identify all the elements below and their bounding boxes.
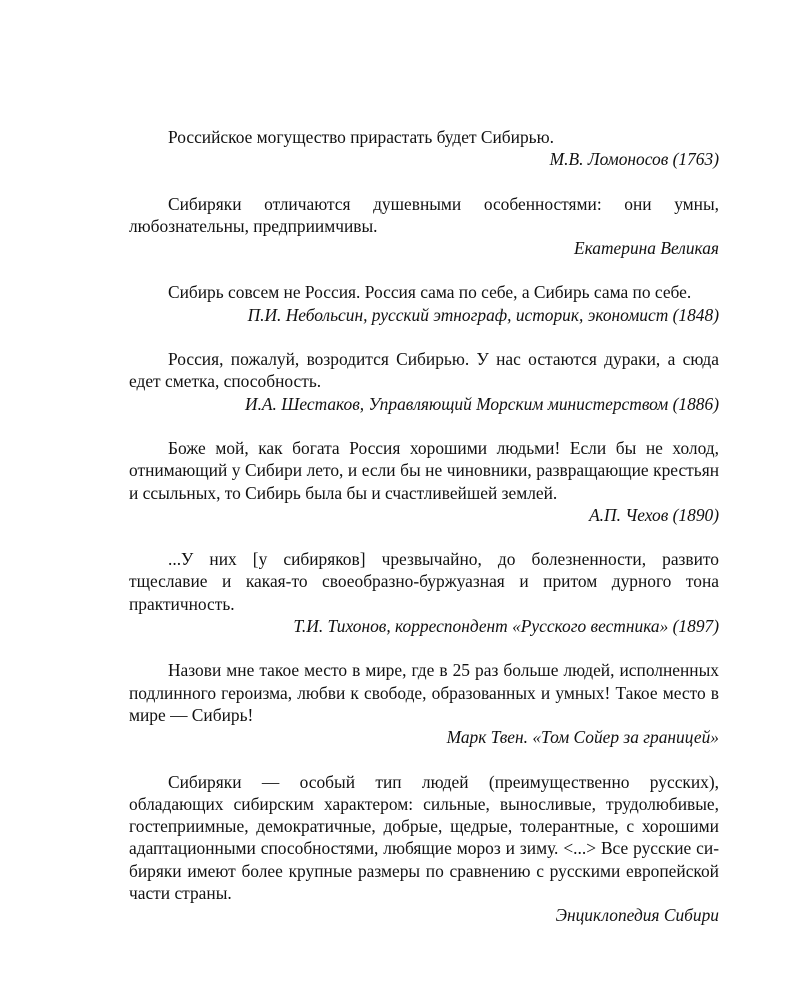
quote-text: Россия, пожалуй, возродится Сибирью. У нас остаются дураки, а сюда едет сметка, способность.	[129, 349, 719, 392]
quote-text: Назови мне такое место в мире, где в 25 раз больше людей, исполненных подлинного героизма, любви к свободе, образованных и умных! Такое место в мире — Сибирь!	[129, 660, 719, 725]
quote-author: П.И. Небольсин, русский этнограф, историк, экономист (1848)	[247, 304, 719, 325]
quote-text: Сибиряки — особый тип людей (преимущественно русских), обладающих сибирским характером: сильные, выносливые, трудолюбивые, гостеприимные, демократичные, добрые, щедрые, толерантные, с хорошими адаптационными способностями, любящие мороз и зиму. <...> Все русские сибиряки имеют более крупные размеры по сравнению с русскими европейской части страны.	[129, 771, 719, 904]
quote-author: А.П. Чехов (1890)	[589, 504, 719, 525]
quote-author: Т.И. Тихонов, корреспондент «Русского вестника» (1897)	[293, 616, 719, 637]
quote-text: Сибирь совсем не Россия. Россия сама по себе, а Сибирь сама по себе.	[168, 282, 692, 303]
quote-block	[129, 659, 719, 748]
quote-author: Екатерина Великая	[573, 238, 719, 259]
quote-author: Марк Твен. «Том Сойер за границей»	[446, 727, 719, 748]
quote-text: Боже мой, как богата Россия хорошими людьми! Если бы не холод, отнимающий у Сибири лето, и если бы не чиновники, развращающие крестьян и ссыльных, то Сибирь была бы и счастливейшей землей.	[129, 437, 719, 503]
quote-text: Российское могущество прирастать будет Сибирью.	[168, 127, 554, 147]
quote-block	[129, 437, 719, 526]
quote-text: ...У них [у сибиряков] чрезвычайно, до болезненности, развито тщеславие и какая-то своеобразно-буржуазная и притом дурного тона практичность.	[129, 549, 719, 614]
quote-block	[129, 281, 719, 326]
quote-author: Энциклопедия Сибири	[555, 905, 719, 926]
quote-author: И.А. Шестаков, Управляющий Морским министерством (1886)	[245, 393, 719, 414]
quote-block	[129, 348, 719, 415]
quote-block	[129, 771, 719, 927]
quote-text: Сибиряки отличаются душевными особенностями: они умны, любознательны, предприимчивы.	[129, 193, 719, 236]
quote-author: М.В. Ломоносов (1763)	[549, 149, 719, 170]
quotes-page	[129, 126, 719, 949]
quote-block	[129, 126, 719, 171]
quote-block	[129, 193, 719, 260]
quote-block	[129, 548, 719, 637]
